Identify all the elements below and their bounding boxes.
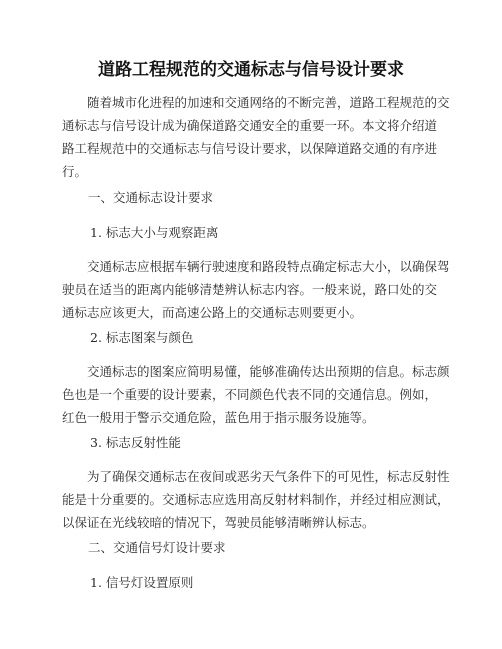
- paragraph-line: 交通标志的图案应简明易懂，能够准确传达出预期的信息。标志颜: [87, 364, 450, 379]
- paragraph-line: 色也是一个重要的设计要素，不同颜色代表不同的交通信息。例如，: [62, 387, 438, 402]
- paragraph-line: 以保证在光线较暗的情况下，驾驶员能够清晰辨认标志。: [62, 515, 375, 530]
- paragraph-line: 红色一般用于警示交通危险，蓝色用于指示服务设施等。: [62, 410, 375, 425]
- subsection-paragraph-1-1: [62, 255, 450, 324]
- section-heading-1: 一、交通标志设计要求: [88, 190, 214, 205]
- intro-line-1: 随着城市化进程的加速和交通网络的不断完善，道路工程规范的交: [87, 95, 450, 110]
- paragraph-line: 交通标志应根据车辆行驶速度和路段特点确定标志大小，以确保驾: [87, 259, 450, 274]
- paragraph-line: 为了确保交通标志在夜间或恶劣天气条件下的可见性，标志反射性: [87, 469, 450, 484]
- subsection-paragraph-1-2: [62, 360, 450, 429]
- paragraph-line: 通标志应该更大，而高速公路上的交通标志则要更小。: [62, 305, 363, 320]
- subsection-paragraph-1-3: [62, 465, 450, 534]
- intro-line-4: 行。: [62, 164, 88, 179]
- subsection-heading-1-2: 2. 标志图案与颜色: [90, 330, 194, 345]
- intro-paragraph: [62, 91, 450, 183]
- subsection-heading-2-1: 1. 信号灯设置原则: [90, 575, 194, 590]
- intro-line-2: 通标志与信号设计成为确保道路交通安全的重要一环。本文将介绍道: [62, 118, 438, 133]
- subsection-heading-1-3: 3. 标志反射性能: [90, 435, 181, 450]
- paragraph-line: 能是十分重要的。交通标志应选用高反射材料制作，并经过相应测试，: [62, 492, 450, 507]
- subsection-heading-1-1: 1. 标志大小与观察距离: [90, 225, 219, 240]
- paragraph-line: 驶员在适当的距离内能够清楚辨认标志内容。一般来说，路口处的交: [62, 282, 438, 297]
- document-title: 道路工程规范的交通标志与信号设计要求: [98, 60, 404, 80]
- intro-line-3: 路工程规范中的交通标志与信号设计要求，以保障道路交通的有序进: [62, 141, 438, 156]
- section-heading-2: 二、交通信号灯设计要求: [88, 540, 226, 555]
